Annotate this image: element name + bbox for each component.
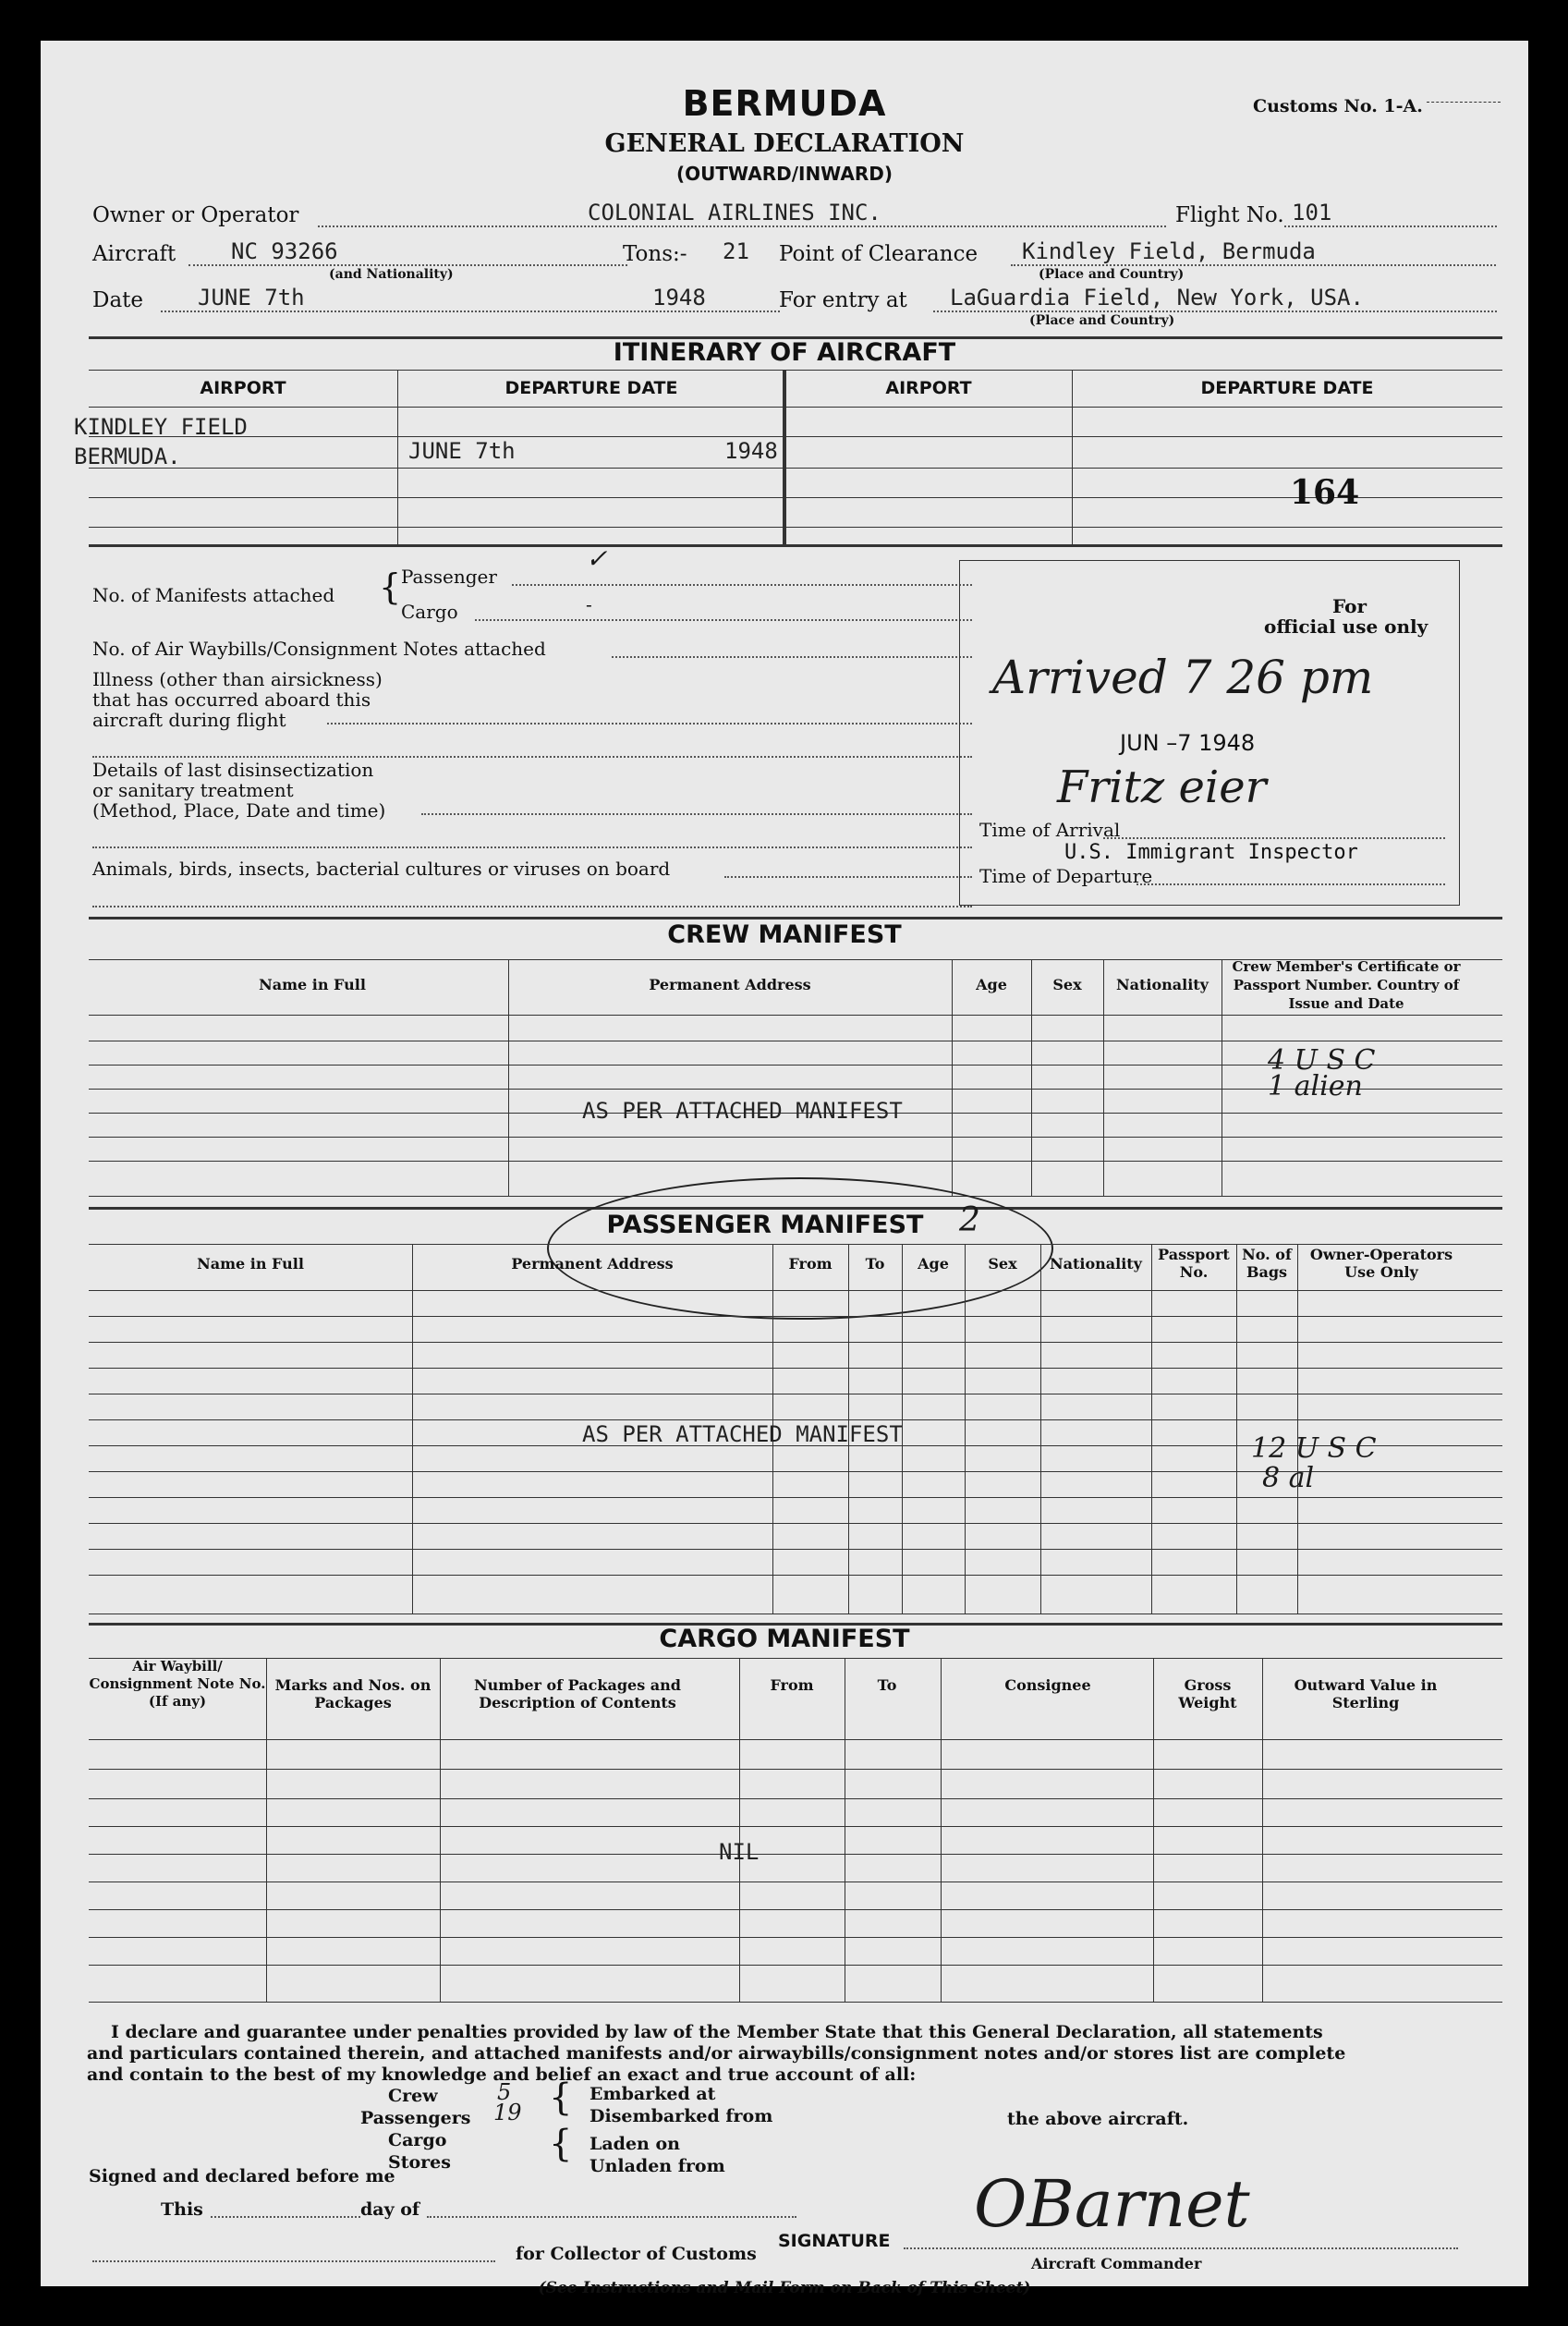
cargo-head-waybill: Air Waybill/ Consignment Note No. (If any): [89, 1658, 266, 1710]
itin-row-rule: [89, 436, 1502, 437]
illness-line: [92, 756, 972, 758]
itin-departure: JUNE 7th: [408, 438, 516, 464]
declaration-line-1: I declare and guarantee under penalties provided by law of the Member State that this General Declaration, all statements: [111, 2022, 1323, 2042]
cargo-col-rule: [941, 1658, 942, 2002]
cargo-row-rule: [89, 1739, 1502, 1740]
tons-value: 21: [723, 238, 749, 264]
arrived-handwritten-note: Arrived 7 26 pm: [992, 651, 1374, 704]
crew-row-rule: [89, 1161, 1502, 1162]
action-embarked: Embarked at: [590, 2084, 716, 2104]
cargo-head-to: To: [877, 1676, 897, 1694]
form-title: BERMUDA: [682, 83, 887, 124]
itinerary-header-rule: [89, 370, 1502, 371]
crew-top-rule: [89, 917, 1502, 919]
cargo-title: CARGO MANIFEST: [659, 1625, 910, 1653]
cargo-manifest-line: [475, 619, 972, 621]
pax-row-rule: [89, 1368, 1502, 1369]
declaration-line-2: and particulars contained therein, and attached manifests and/or airwaybills/consignment notes and/or stores list are complete: [87, 2043, 1346, 2064]
itin-head-airport-1: AIRPORT: [200, 378, 286, 398]
passenger-count: 19: [493, 2100, 522, 2125]
cargo-bottom-rule: [89, 2002, 1502, 2003]
this-label: This: [161, 2199, 203, 2220]
illness-label-3: aircraft during flight: [92, 709, 286, 731]
aircraft-label: Aircraft: [92, 242, 176, 266]
cargo-header-top-rule: [89, 1658, 1502, 1659]
time-of-arrival-line: [1103, 837, 1445, 839]
action-laden: Laden on: [590, 2134, 680, 2154]
clearance-value: Kindley Field, Bermuda: [1022, 238, 1316, 264]
animals-line: [724, 876, 972, 878]
form-subtitle: GENERAL DECLARATION: [604, 129, 965, 158]
crew-row-rule: [89, 1137, 1502, 1138]
crew-note-1: 4 U S C: [1268, 1044, 1376, 1077]
pax-col-rule: [1040, 1244, 1041, 1614]
itin-row-rule: [89, 407, 1502, 408]
commander-signature: OBarnet: [974, 2166, 1250, 2242]
pax-col-rule: [1236, 1244, 1237, 1614]
passenger-title-mark: 2: [959, 1201, 980, 1239]
cargo-col-rule: [440, 1658, 441, 2002]
itin-col-rule: [1072, 370, 1073, 545]
stamp-number: 164: [1290, 473, 1360, 512]
category-cargo: Cargo: [388, 2130, 447, 2150]
inspector-stamp: U.S. Immigrant Inspector: [1064, 841, 1358, 864]
pax-head-owner-use: Owner-Operators Use Only: [1309, 1246, 1453, 1281]
pax-head-sex: Sex: [988, 1255, 1017, 1273]
laden-brace: {: [549, 2123, 573, 2165]
pax-row-rule: [89, 1342, 1502, 1343]
crew-head-age: Age: [976, 976, 1007, 993]
category-stores: Stores: [388, 2152, 451, 2173]
date-label: Date: [92, 288, 144, 312]
clearance-label: Point of Clearance: [779, 242, 978, 266]
passenger-header-top-rule: [89, 1244, 1502, 1245]
pax-row-rule: [89, 1419, 1502, 1420]
pax-row-rule: [89, 1575, 1502, 1576]
cargo-row-rule: [89, 1826, 1502, 1827]
tons-label: Tons:-: [623, 242, 687, 266]
itin-row-rule: [89, 527, 1502, 528]
crew-head-sex: Sex: [1052, 976, 1082, 993]
crew-head-address: Permanent Address: [649, 976, 811, 993]
cargo-head-description: Number of Packages and Description of Contents: [474, 1676, 681, 1711]
pax-row-rule: [89, 1523, 1502, 1524]
declaration-actions: [590, 2083, 772, 2177]
crew-count: 5: [497, 2079, 512, 2105]
category-passengers: Passengers: [360, 2108, 471, 2128]
cargo-head-from: From: [770, 1676, 814, 1694]
cargo-manifest-mark: -: [586, 593, 592, 615]
crew-body-text: AS PER ATTACHED MANIFEST: [582, 1098, 903, 1124]
pax-row-rule: [89, 1316, 1502, 1317]
disinsect-line: [92, 846, 972, 848]
flight-label: Flight No.: [1175, 203, 1284, 227]
official-title-2: official use only: [1264, 615, 1428, 638]
official-title-1: For: [1332, 595, 1367, 617]
pax-head-to: To: [865, 1255, 885, 1273]
customs-number: Customs No. 1-A.: [1253, 96, 1423, 116]
cargo-head-consignee: Consignee: [1004, 1676, 1091, 1694]
flight-line: [1284, 225, 1497, 227]
pax-head-bags: No. of Bags: [1242, 1246, 1292, 1281]
itin-col-rule: [783, 370, 786, 545]
itin-col-rule: [397, 370, 398, 545]
signature-line: [904, 2247, 1458, 2249]
passenger-manifest-line: [512, 584, 972, 586]
pax-head-from: From: [788, 1255, 833, 1273]
declaration-categories: [360, 2085, 471, 2174]
disinsect-label: [92, 760, 385, 821]
year-value: 1948: [652, 285, 706, 311]
crew-title: CREW MANIFEST: [667, 920, 902, 949]
day-of-label: day of: [360, 2199, 420, 2220]
illness-label-1: Illness (other than airsickness): [92, 668, 383, 690]
above-aircraft-label: the above aircraft.: [1007, 2109, 1189, 2129]
pax-row-rule: [89, 1549, 1502, 1550]
form-direction: (OUTWARD/INWARD): [676, 163, 893, 185]
pax-col-rule: [1297, 1244, 1298, 1614]
crew-note-2: 1 alien: [1268, 1070, 1363, 1102]
declaration-line-3: and contain to the best of my knowledge and belief an exact and true account of all:: [87, 2064, 917, 2085]
entry-value: LaGuardia Field, New York, USA.: [950, 285, 1364, 311]
entry-label: For entry at: [779, 288, 907, 312]
illness-line: [327, 723, 972, 725]
pax-note-2: 8 al: [1262, 1462, 1315, 1494]
passenger-manifest-label: Passenger: [401, 566, 497, 588]
this-line: [211, 2216, 360, 2218]
time-of-departure-label: Time of Departure: [979, 865, 1153, 887]
itin-airport-line1: KINDLEY FIELD: [74, 414, 248, 440]
clearance-line: [1011, 264, 1496, 266]
embark-brace: {: [549, 2076, 573, 2119]
cargo-row-rule: [89, 1854, 1502, 1855]
waybills-label: No. of Air Waybills/Consignment Notes attached: [92, 638, 546, 660]
cargo-col-rule: [1262, 1658, 1263, 2002]
illness-label: [92, 669, 383, 730]
pax-row-rule: [89, 1290, 1502, 1291]
crew-head-name: Name in Full: [259, 976, 366, 993]
customs-number-line: [1427, 102, 1501, 103]
itin-row-rule: [89, 468, 1502, 469]
cargo-head-marks: Marks and Nos. on Packages: [274, 1676, 432, 1711]
footer-instructions: (See Instructions and Mail Form on Back of This Sheet): [538, 2279, 1031, 2297]
date-value: JUNE 7th: [198, 285, 305, 311]
aircraft-note: (and Nationality): [329, 267, 454, 282]
clearance-note: (Place and Country): [1039, 267, 1185, 282]
passenger-title-circle: [547, 1177, 1053, 1320]
itin-airport-line2: BERMUDA.: [74, 444, 181, 469]
cargo-head-weight: Gross Weight: [1178, 1676, 1237, 1711]
inspector-signature: Fritz eier: [1057, 761, 1267, 813]
declaration-text: [87, 2022, 1345, 2086]
category-crew: Crew: [388, 2086, 438, 2106]
flight-value: 101: [1292, 200, 1332, 225]
cargo-row-rule: [89, 1798, 1502, 1799]
itin-head-airport-2: AIRPORT: [885, 378, 972, 398]
date-line: [161, 311, 780, 312]
entry-line: [933, 311, 1497, 312]
time-of-departure-line: [1136, 883, 1445, 885]
cargo-manifest-label: Cargo: [401, 601, 458, 623]
itinerary-bottom-rule: [89, 544, 1502, 547]
manifest-brace: {: [379, 566, 402, 607]
pax-row-rule: [89, 1497, 1502, 1498]
cargo-head-value: Outward Value in Sterling: [1294, 1676, 1438, 1711]
entry-note: (Place and Country): [1029, 313, 1175, 328]
disinsect-label-1: Details of last disinsectization: [92, 759, 374, 781]
cargo-col-rule: [266, 1658, 267, 2002]
pax-head-nationality: Nationality: [1050, 1255, 1142, 1273]
animals-label: Animals, birds, insects, bacterial cultures or viruses on board: [92, 858, 671, 880]
action-unladen: Unladen from: [590, 2156, 725, 2176]
itin-head-date-2: DEPARTURE DATE: [1200, 378, 1374, 398]
cargo-body-text: NIL: [719, 1839, 760, 1865]
pax-head-passport: Passport No.: [1158, 1246, 1230, 1281]
signed-before-label: Signed and declared before me: [89, 2166, 395, 2186]
itin-departure-year: 1948: [724, 438, 778, 464]
action-disembarked: Disembarked from: [590, 2106, 773, 2126]
cargo-col-rule: [1153, 1658, 1154, 2002]
cargo-col-rule: [739, 1658, 740, 2002]
pax-col-rule: [1151, 1244, 1152, 1614]
passenger-title: PASSENGER MANIFEST: [606, 1211, 924, 1239]
illness-label-2: that has occurred aboard this: [92, 688, 371, 711]
collector-label: for Collector of Customs: [516, 2244, 757, 2264]
disinsect-line: [421, 813, 972, 815]
pax-head-age: Age: [918, 1255, 949, 1273]
aircraft-line: [188, 264, 627, 266]
waybills-line: [612, 656, 972, 658]
time-of-arrival-label: Time of Arrival: [979, 819, 1121, 841]
collector-line: [92, 2260, 495, 2262]
passenger-manifest-mark: ✓: [586, 543, 608, 574]
cargo-row-rule: [89, 1769, 1502, 1770]
owner-value: COLONIAL AIRLINES INC.: [588, 200, 881, 225]
aircraft-value: NC 93266: [231, 238, 338, 264]
pax-body-text: AS PER ATTACHED MANIFEST: [582, 1421, 903, 1447]
cargo-row-rule: [89, 1909, 1502, 1910]
arrival-date-stamp: JUN –7 1948: [1120, 730, 1256, 756]
pax-note-1: 12 U S C: [1251, 1432, 1377, 1465]
cargo-row-rule: [89, 1937, 1502, 1938]
crew-row-rule: [89, 1015, 1502, 1016]
day-of-line: [427, 2216, 796, 2218]
declaration-sheet: [41, 41, 1528, 2297]
pax-head-address: Permanent Address: [511, 1255, 674, 1273]
disinsect-label-2: or sanitary treatment: [92, 779, 294, 801]
itin-head-date-1: DEPARTURE DATE: [504, 378, 678, 398]
pax-col-rule: [965, 1244, 966, 1614]
animals-line: [92, 906, 972, 907]
owner-label: Owner or Operator: [92, 203, 299, 227]
signature-label: SIGNATURE: [778, 2231, 891, 2251]
commander-label: Aircraft Commander: [1031, 2255, 1202, 2272]
pax-col-rule: [412, 1244, 413, 1614]
crew-head-certificate: Crew Member's Certificate or Passport Number. Country of Issue and Date: [1232, 958, 1461, 1012]
pax-head-name: Name in Full: [197, 1255, 304, 1273]
owner-line: [318, 225, 1166, 227]
manifests-label: No. of Manifests attached: [92, 584, 335, 606]
cargo-row-rule: [89, 1965, 1502, 1966]
itinerary-title: ITINERARY OF AIRCRAFT: [613, 338, 956, 367]
crew-head-nationality: Nationality: [1116, 976, 1209, 993]
disinsect-label-3: (Method, Place, Date and time): [92, 799, 386, 822]
